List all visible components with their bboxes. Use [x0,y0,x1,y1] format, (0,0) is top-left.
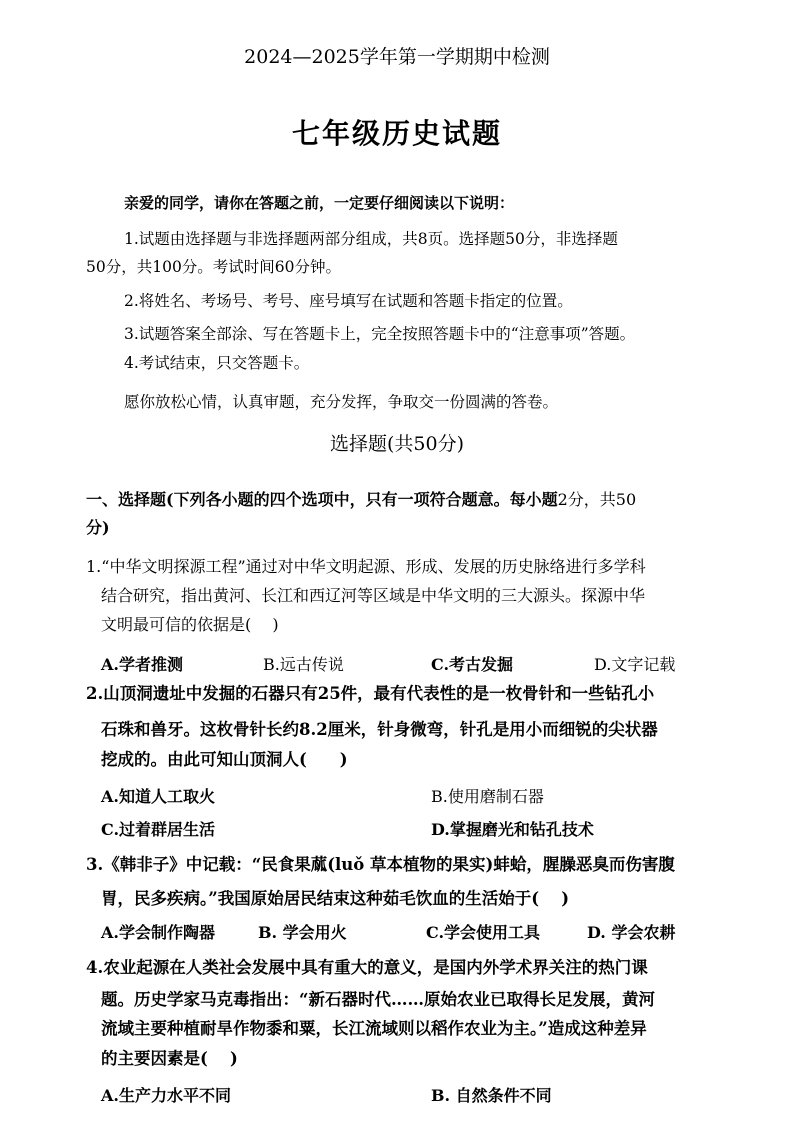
question-2-option-c[interactable]: C.过着群居生活 [101,820,216,839]
question-3-option-c[interactable]: C.学会使用工具 [426,923,541,942]
question-2-option-d[interactable]: D.掌握磨光和钻孔技术 [431,820,594,839]
question-2-line-3: 挖成的。由此可知山顶洞人( ) [101,750,348,769]
question-1-line-3: 文明最可信的依据是( ) [101,615,279,634]
question-1-option-d[interactable]: D.文字记载 [594,655,676,674]
exam-title: 七年级历史试题 [291,117,502,150]
question-4-line-1: 4.农业起源在人类社会发展中具有重大的意义，是国内外学术界关注的热门课 [86,958,648,977]
instruction-item-2: 2.将姓名、考场号、考号、座号填写在试题和答题卡指定的位置。 [124,292,573,310]
section-heading-line-2: 分) [86,518,110,537]
instructions-greeting: 亲爱的同学，请你在答题之前，一定要仔细阅读以下说明： [124,194,515,212]
section-heading-score: 2分，共50 [557,490,637,509]
instruction-item-4: 4.考试结束，只交答题卡。 [124,354,310,372]
question-3-option-d[interactable]: D. 学会农耕 [587,923,676,942]
question-4-line-4: 的主要因素是( ) [101,1049,238,1068]
question-3-option-b[interactable]: B. 学会用火 [258,923,347,942]
question-1-line-1: 1.“中华文明探源工程”通过对中华文明起源、形成、发展的历史脉络进行多学科 [86,557,646,576]
question-3-option-a[interactable]: A.学会制作陶器 [101,923,215,942]
instruction-item-3: 3.试题答案全部涂、写在答题卡上，完全按照答题卡中的“注意事项”答题。 [124,325,636,343]
instructions-wish: 愿你放松心情，认真审题，充分发挥，争取交一份圆满的答卷。 [124,393,559,411]
question-3-line-1: 3.《韩非子》中记载：“民食果蓏(luǒ 草本植物的果实)蚌蛤，腥臊恶臭而伤害腹 [86,855,675,874]
question-1-option-a[interactable]: A.学者推测 [101,655,183,674]
section-heading-line-1 [86,487,636,510]
question-4-line-2: 题。历史学家马克毒指出：“新石器时代……原始农业已取得长足发展，黄河 [101,990,655,1009]
question-4-option-a[interactable]: A.生产力水平不同 [101,1086,231,1105]
question-1-option-c[interactable]: C.考古发掘 [431,655,514,674]
instruction-item-1-line-2: 50分，共100分。考试时间60分钟。 [86,258,342,276]
section-title: 选择题(共50分) [329,433,464,455]
question-4-option-b[interactable]: B. 自然条件不同 [431,1086,552,1105]
question-2-option-b[interactable]: B.使用磨制石器 [431,787,544,806]
question-3-line-2: 胃，民多疾病。”我国原始居民结束这种茹毛饮血的生活始于( ) [101,889,570,908]
question-2-option-a[interactable]: A.知道人工取火 [101,787,215,806]
question-2-line-1: 2.山顶洞遗址中发掘的石器只有25件，最有代表性的是一枚骨针和一些钻孔小 [86,684,655,703]
exam-term-header: 2024—2025学年第一学期期中检测 [244,46,550,68]
question-1-option-b[interactable]: B.远古传说 [263,655,344,674]
question-1-line-2: 结合研究，指出黄河、长江和西辽河等区域是中华文明的三大源头。探源中华 [101,586,646,605]
question-4-line-3: 流域主要种植耐旱作物黍和粟，长江流域则以稻作农业为主。”造成这种差异 [101,1019,647,1038]
instruction-item-1-line-1: 1.试题由选择题与非选择题两部分组成，共8页。选择题50分，非选择题 [124,230,618,248]
section-heading-bold: 一、选择题(下列各小题的四个选项中，只有一项符合题意。每小题 [86,490,558,509]
question-2-line-2: 石珠和兽牙。这枚骨针长约8.2厘米，针身微弯，针孔是用小而细锐的尖状器 [101,720,658,739]
